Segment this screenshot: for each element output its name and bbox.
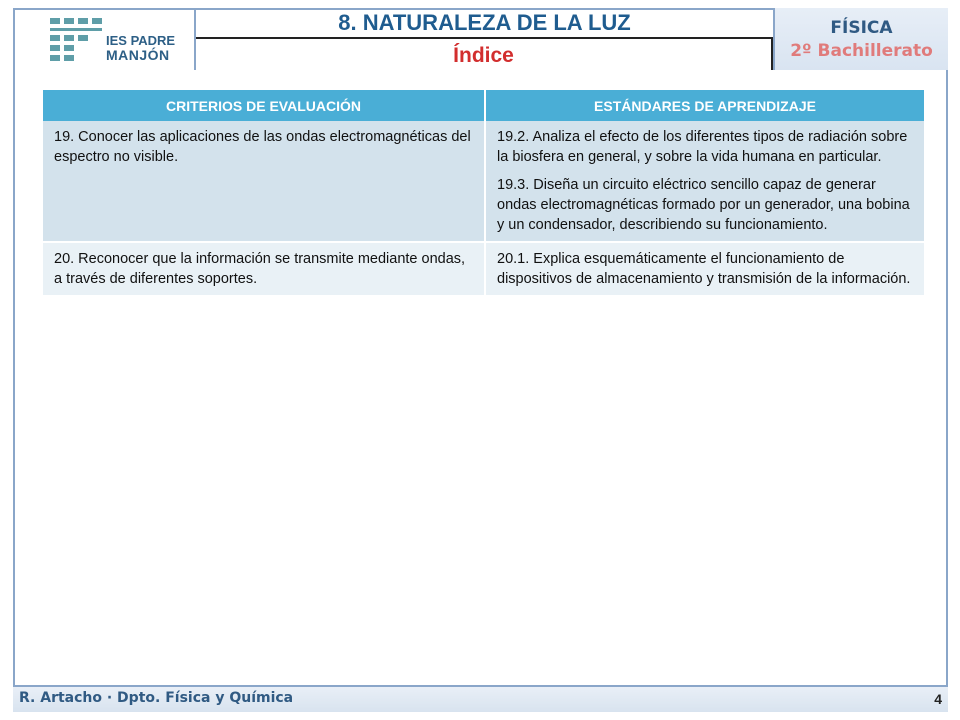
criterion-text: 19. Conocer las aplicaciones de las ondas electromagnéticas del espectro no visible. <box>54 129 471 165</box>
standard-text: 19.3. Diseña un circuito eléctrico sencillo capaz de generar ondas electromagnéticas formado por un generador, una bobina y un condensador, describiendo su funcionamiento. <box>497 177 910 233</box>
column-header-criteria: CRITERIOS DE EVALUACIÓN <box>43 90 485 121</box>
standards-cell <box>485 242 924 295</box>
table-row <box>43 121 924 242</box>
school-name-line1: IES PADRE <box>106 33 176 48</box>
footer-author: R. Artacho · Dpto. Física y Química <box>19 690 294 706</box>
unit-title: 8. NATURALEZA DE LA LUZ <box>196 8 773 39</box>
criteria-table <box>43 90 924 295</box>
school-name <box>106 34 175 62</box>
standard-text: 20.1. Explica esquemáticamente el funcionamiento de dispositivos de almacenamiento y transmisión de la información. <box>497 251 911 287</box>
criteria-table-container <box>43 90 924 295</box>
title-block <box>196 8 773 70</box>
standard-text: 19.2. Analiza el efecto de los diferentes tipos de radiación sobre la biosfera en general, y sobre la vida humana en particular. <box>497 129 908 165</box>
course-badge <box>773 8 948 70</box>
standards-cell <box>485 121 924 242</box>
school-logo <box>13 8 196 70</box>
criterion-cell <box>43 242 485 295</box>
slide-footer <box>13 685 948 712</box>
column-header-standards: ESTÁNDARES DE APRENDIZAJE <box>485 90 924 121</box>
table-header-row <box>43 90 924 121</box>
logo-grid-icon <box>50 18 104 62</box>
section-subtitle: Índice <box>196 39 773 70</box>
slide-header <box>13 8 948 70</box>
course-level: 2º Bachillerato <box>790 41 933 61</box>
page-number: 4 <box>934 691 942 707</box>
criterion-text: 20. Reconocer que la información se transmite mediante ondas, a través de diferentes soportes. <box>54 251 466 287</box>
table-row <box>43 242 924 295</box>
criterion-cell <box>43 121 485 242</box>
course-subject: FÍSICA <box>830 18 893 38</box>
school-name-line2: MANJÓN <box>106 47 170 63</box>
